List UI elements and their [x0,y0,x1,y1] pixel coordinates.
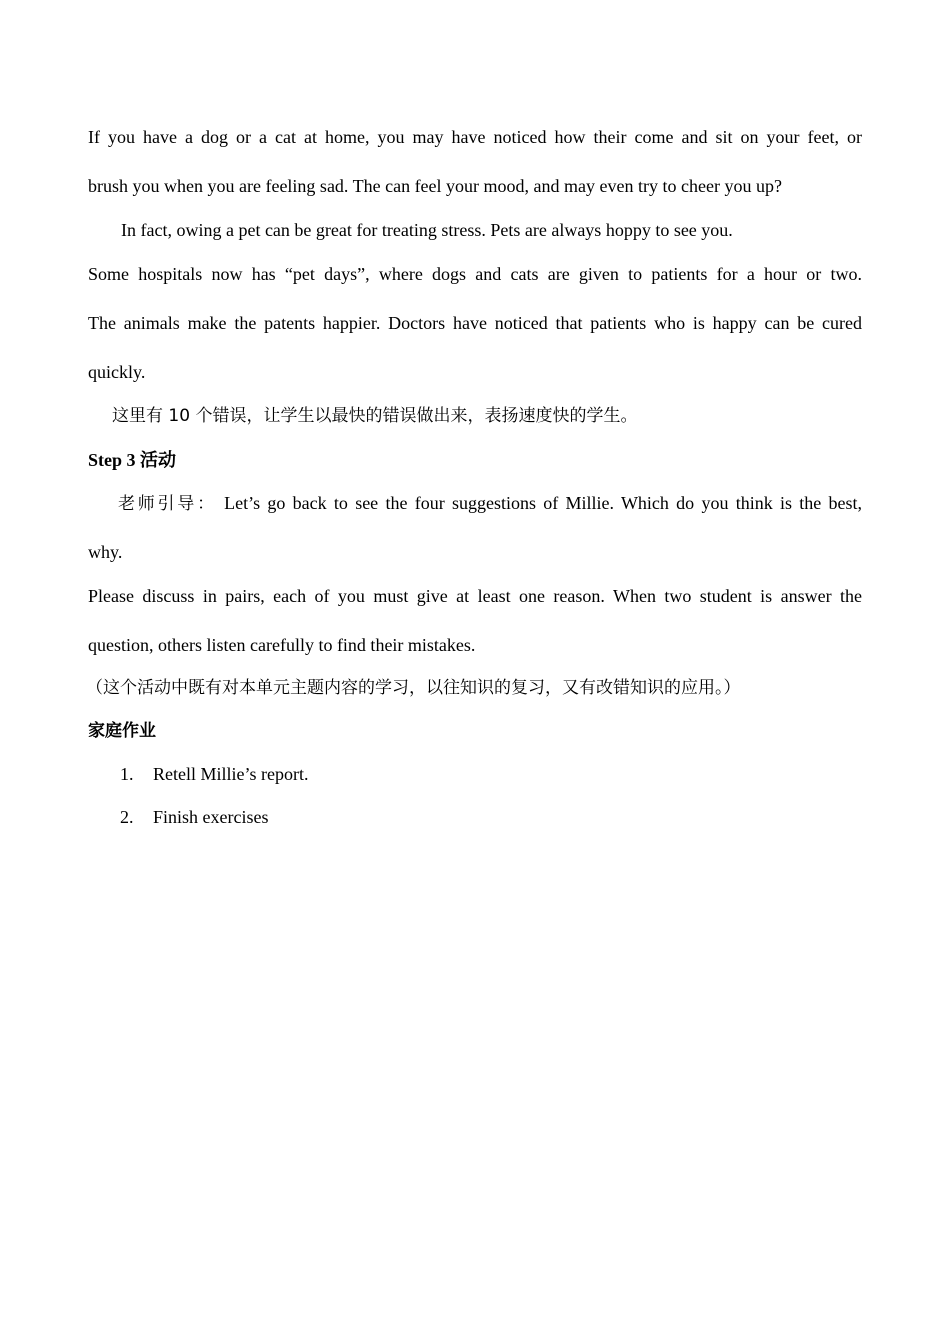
paragraph-3-line-3: quickly. [88,362,146,382]
step3-discuss-line-1: Please discuss in pairs, each of you must give at least one reason. When two student is answer the [88,586,862,606]
list-number: 2. [120,807,134,827]
homework-heading: 家庭作业 [88,721,156,741]
paragraph-3-line-1: Some hospitals now has “pet days”, where dogs and cats are given to patients for a hour or two. [88,264,862,284]
paragraph-3-line-2: The animals make the patents happier. Doctors have noticed that patients who is happy can be cured [88,313,862,333]
error-note: 这里有 10 个错误，让学生以最快的错误做出来，表扬速度快的学生。 [112,406,638,426]
paragraph-2-line-1: In fact, owing a pet can be great for treating stress. Pets are always hoppy to see you. [121,220,733,240]
step3-guide-line-1 [118,491,862,516]
step3-heading: Step 3 活动 [88,450,177,470]
step3-discuss-line-2: question, others listen carefully to find their mistakes. [88,635,476,655]
paragraph-1-line-2: brush you when you are feeling sad. The can feel your mood, and may even try to cheer you up? [88,176,782,196]
list-text: Finish exercises [153,807,269,827]
homework-item-2 [120,805,268,829]
step3-note: （这个活动中既有对本单元主题内容的学习，以往知识的复习，又有改错知识的应用。） [86,678,741,698]
homework-item-1 [120,762,308,786]
step3-guide-text: Let’s go back to see the four suggestions of Millie. Which do you think is the best, [224,493,863,513]
paragraph-1-line-1: If you have a dog or a cat at home, you may have noticed how their come and sit on your feet, or [88,127,862,147]
list-text: Retell Millie’s report. [153,764,309,784]
list-number: 1. [120,764,134,784]
step3-guide-line-2: why. [88,542,123,562]
step3-guide-label: 老师引导： [118,494,217,514]
